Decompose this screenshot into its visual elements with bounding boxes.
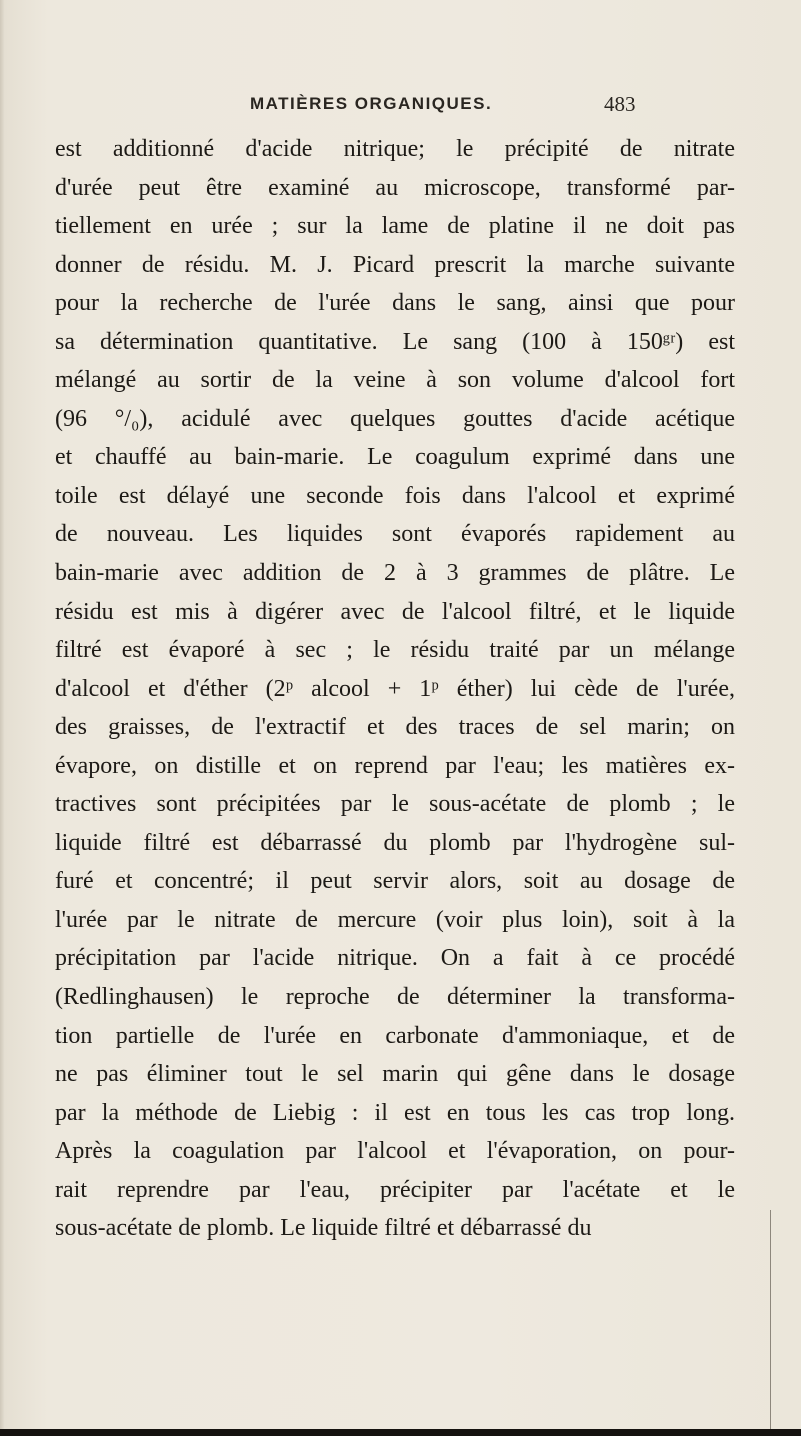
text-line: par la méthode de Liebig : il est en tous les cas trop long.	[55, 1099, 735, 1126]
text-line: filtré est évaporé à sec ; le résidu traité par un mélange	[55, 637, 735, 664]
text-line: d'alcool et d'éther (2ᵖ alcool + 1ᵖ éther) lui cède de l'urée,	[55, 675, 735, 702]
text-line: (Redlinghausen) le reproche de déterminer la transforma-	[55, 984, 735, 1011]
page-header	[0, 92, 801, 122]
text-line: ne pas éliminer tout le sel marin qui gêne dans le dosage	[55, 1061, 735, 1088]
text-line: tion partielle de l'urée en carbonate d'ammoniaque, et de	[55, 1022, 735, 1049]
text-line: rait reprendre par l'eau, précipiter par l'acétate et le	[55, 1176, 735, 1203]
text-line: l'urée par le nitrate de mercure (voir plus loin), soit à la	[55, 906, 735, 933]
text-line: des graisses, de l'extractif et des traces de sel marin; on	[55, 714, 735, 741]
text-line: pour la recherche de l'urée dans le sang, ainsi que pour	[55, 290, 735, 317]
text-line: sa détermination quantitative. Le sang (100 à 150ᵍʳ) est	[55, 328, 735, 355]
text-line: (96 °/₀), acidulé avec quelques gouttes d'acide acétique	[55, 405, 735, 432]
text-line: est additionné d'acide nitrique; le précipité de nitrate	[55, 136, 735, 162]
running-head: MATIÈRES ORGANIQUES.	[250, 94, 493, 113]
text-line: furé et concentré; il peut servir alors, soit au dosage de	[55, 868, 735, 895]
text-line: résidu est mis à digérer avec de l'alcool filtré, et le liquide	[55, 598, 735, 625]
text-line: et chauffé au bain-marie. Le coagulum exprimé dans une	[55, 444, 735, 471]
text-line: liquide filtré est débarrassé du plomb par l'hydrogène sul-	[55, 829, 735, 856]
text-line: Après la coagulation par l'alcool et l'évaporation, on pour-	[55, 1138, 735, 1165]
text-line: évapore, on distille et on reprend par l'eau; les matières ex-	[55, 752, 735, 779]
text-line: tiellement en urée ; sur la lame de platine il ne doit pas	[55, 213, 735, 240]
page-number: 483	[604, 92, 636, 116]
text-line: tractives sont précipitées par le sous-acétate de plomb ; le	[55, 791, 735, 818]
page-edge-line	[770, 1210, 771, 1430]
text-line: toile est délayé une seconde fois dans l'alcool et exprimé	[55, 482, 735, 509]
text-line: de nouveau. Les liquides sont évaporés rapidement au	[55, 521, 735, 548]
page-bottom-border	[0, 1429, 801, 1436]
text-line: mélangé au sortir de la veine à son volume d'alcool fort	[55, 367, 735, 394]
body-paragraph	[55, 130, 735, 1248]
text-line: d'urée peut être examiné au microscope, transformé par-	[55, 174, 735, 201]
text-line: précipitation par l'acide nitrique. On a fait à ce procédé	[55, 945, 735, 972]
text-line: sous-acétate de plomb. Le liquide filtré et débarrassé du	[55, 1215, 592, 1242]
page-gutter-shadow	[0, 0, 5, 1436]
text-line: donner de résidu. M. J. Picard prescrit la marche suivante	[55, 251, 735, 278]
text-line: bain-marie avec addition de 2 à 3 grammes de plâtre. Le	[55, 560, 735, 587]
